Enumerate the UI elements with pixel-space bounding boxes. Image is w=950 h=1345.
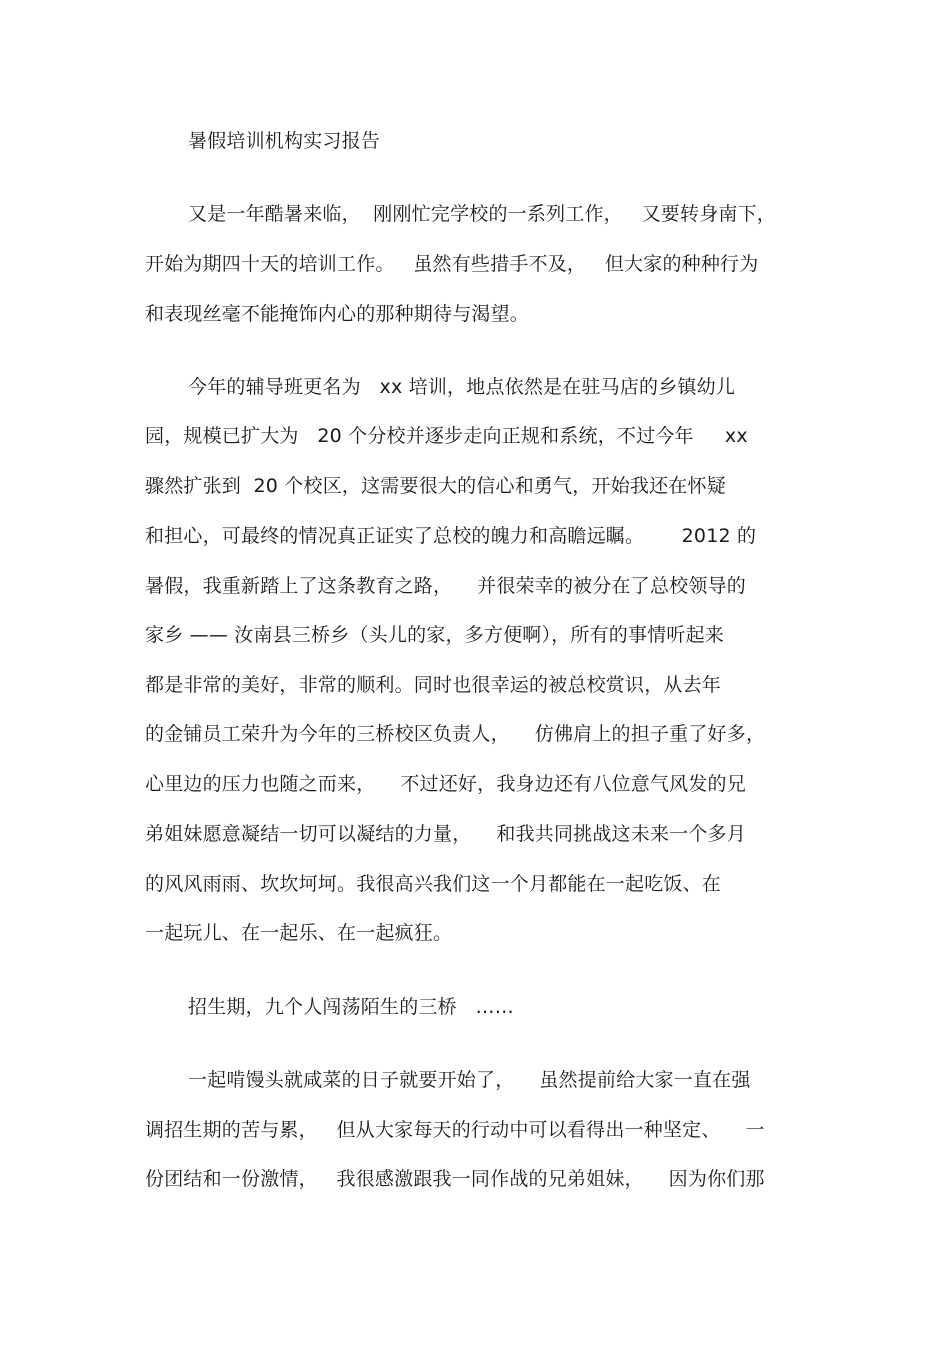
paragraph-line: 弟姐妹愿意凝结一切可以凝结的力量， 和我共同挑战这未来一个多月 [145, 823, 746, 845]
paragraph-line: 的金铺员工荣升为今年的三桥校区负责人， 仿佛肩上的担子重了好多， [145, 723, 766, 745]
paragraph-line: 一起玩儿、在一起乐、在一起疯狂。 [145, 922, 453, 944]
paragraph-line: 心里边的压力也随之而来， 不过还好，我身边还有八位意气风发的兄 [145, 773, 746, 795]
paragraph-line: 一起啃馒头就咸菜的日子就要开始了， 虽然提前给大家一直在强 [188, 1069, 751, 1091]
paragraph-line: 和担心，可最终的情况真正证实了总校的魄力和高瞻远瞩。 2012 的 [145, 525, 757, 547]
paragraph-line: 和表现丝毫不能掩饰内心的那种期待与渴望。 [145, 303, 530, 325]
document-title: 暑假培训机构实习报告 [188, 130, 381, 152]
paragraph-line: 都是非常的美好，非常的顺利。同时也很幸运的被总校赏识，从去年 [145, 674, 722, 696]
paragraph-line: 园，规模已扩大为 20 个分校并逐步走向正规和系统，不过今年 xx [145, 425, 748, 447]
paragraph-line: 又是一年酷暑来临， 刚刚忙完学校的一系列工作， 又要转身南下， [188, 203, 776, 225]
paragraph-line: 今年的辅导班更名为 xx 培训，地点依然是在驻马店的乡镇幼儿 [188, 376, 736, 398]
paragraph-line: 调招生期的苦与累， 但从大家每天的行动中可以看得出一种坚定、 一 [145, 1119, 765, 1141]
paragraph-line: 家乡 —— 汝南县三桥乡（头儿的家，多方便啊），所有的事情听起来 [145, 624, 724, 646]
paragraph-line: 开始为期四十天的培训工作。 虽然有些措手不及， 但大家的种种行为 [145, 253, 759, 275]
paragraph-line: 暑假，我重新踏上了这条教育之路， 并很荣幸的被分在了总校领导的 [145, 575, 746, 597]
paragraph-line: 的风风雨雨、坎坎坷坷。我很高兴我们这一个月都能在一起吃饭、在 [145, 873, 722, 895]
paragraph-line: 骤然扩张到 20 个校区，这需要很大的信心和勇气，开始我还在怀疑 [145, 475, 726, 497]
paragraph-line: 份团结和一份激情， 我很感激跟我一同作战的兄弟姐妹， 因为你们那 [145, 1168, 765, 1190]
paragraph-line: 招生期，九个人闯荡陌生的三桥 …… [188, 996, 514, 1018]
